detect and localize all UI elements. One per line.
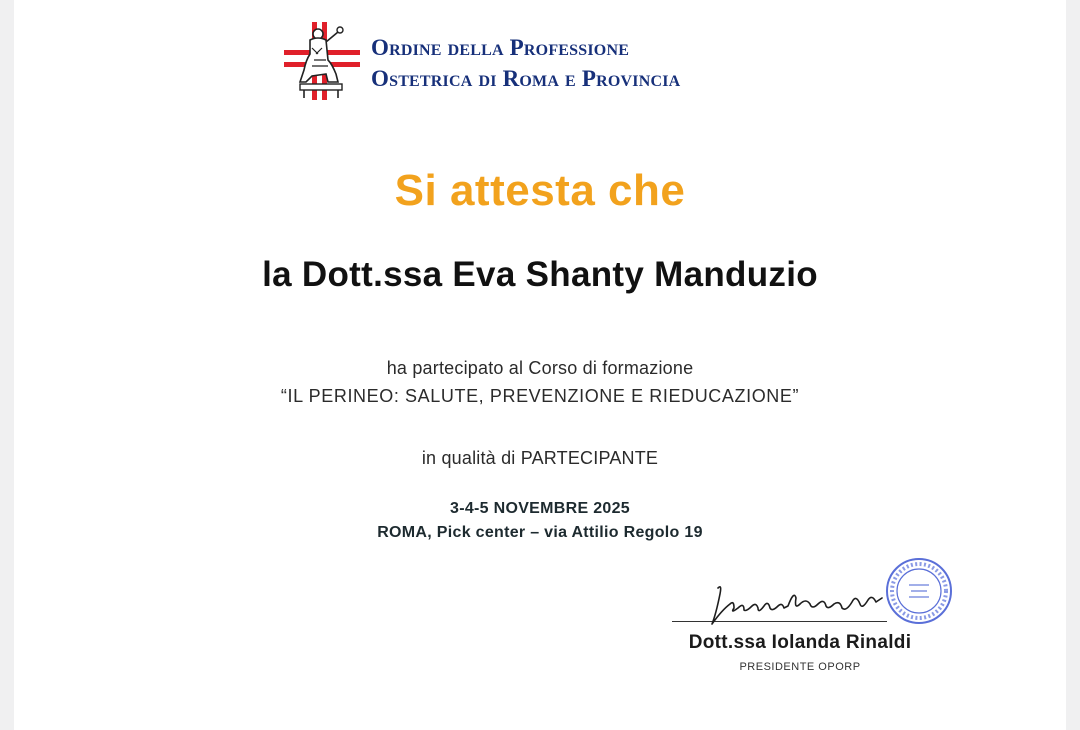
organization-name-line-1: Ordine della Professione xyxy=(371,35,630,60)
official-stamp-icon xyxy=(885,557,953,625)
certificate-heading: Si attesta che xyxy=(394,166,686,215)
handwritten-signature-icon xyxy=(700,580,890,628)
course-title: “IL PERINEO: SALUTE, PREVENZIONE E RIEDUCAZIONE” xyxy=(280,386,800,406)
recipient-name: la Dott.ssa Eva Shanty Manduzio xyxy=(262,255,818,294)
participation-statement: ha partecipato al Corso di formazione xyxy=(386,358,694,378)
signer-role: PRESIDENTE OPORP xyxy=(739,661,861,673)
organization-name xyxy=(371,32,680,94)
participant-role: in qualità di PARTECIPANTE xyxy=(421,448,659,468)
order-emblem-icon xyxy=(282,20,362,102)
course-location: ROMA, Pick center – via Attilio Regolo 19 xyxy=(377,524,703,541)
course-dates: 3-4-5 NOVEMBRE 2025 xyxy=(450,500,630,517)
signer-name: Dott.ssa Iolanda Rinaldi xyxy=(688,632,912,653)
organization-name-line-2: Ostetrica di Roma e Provincia xyxy=(371,66,681,91)
